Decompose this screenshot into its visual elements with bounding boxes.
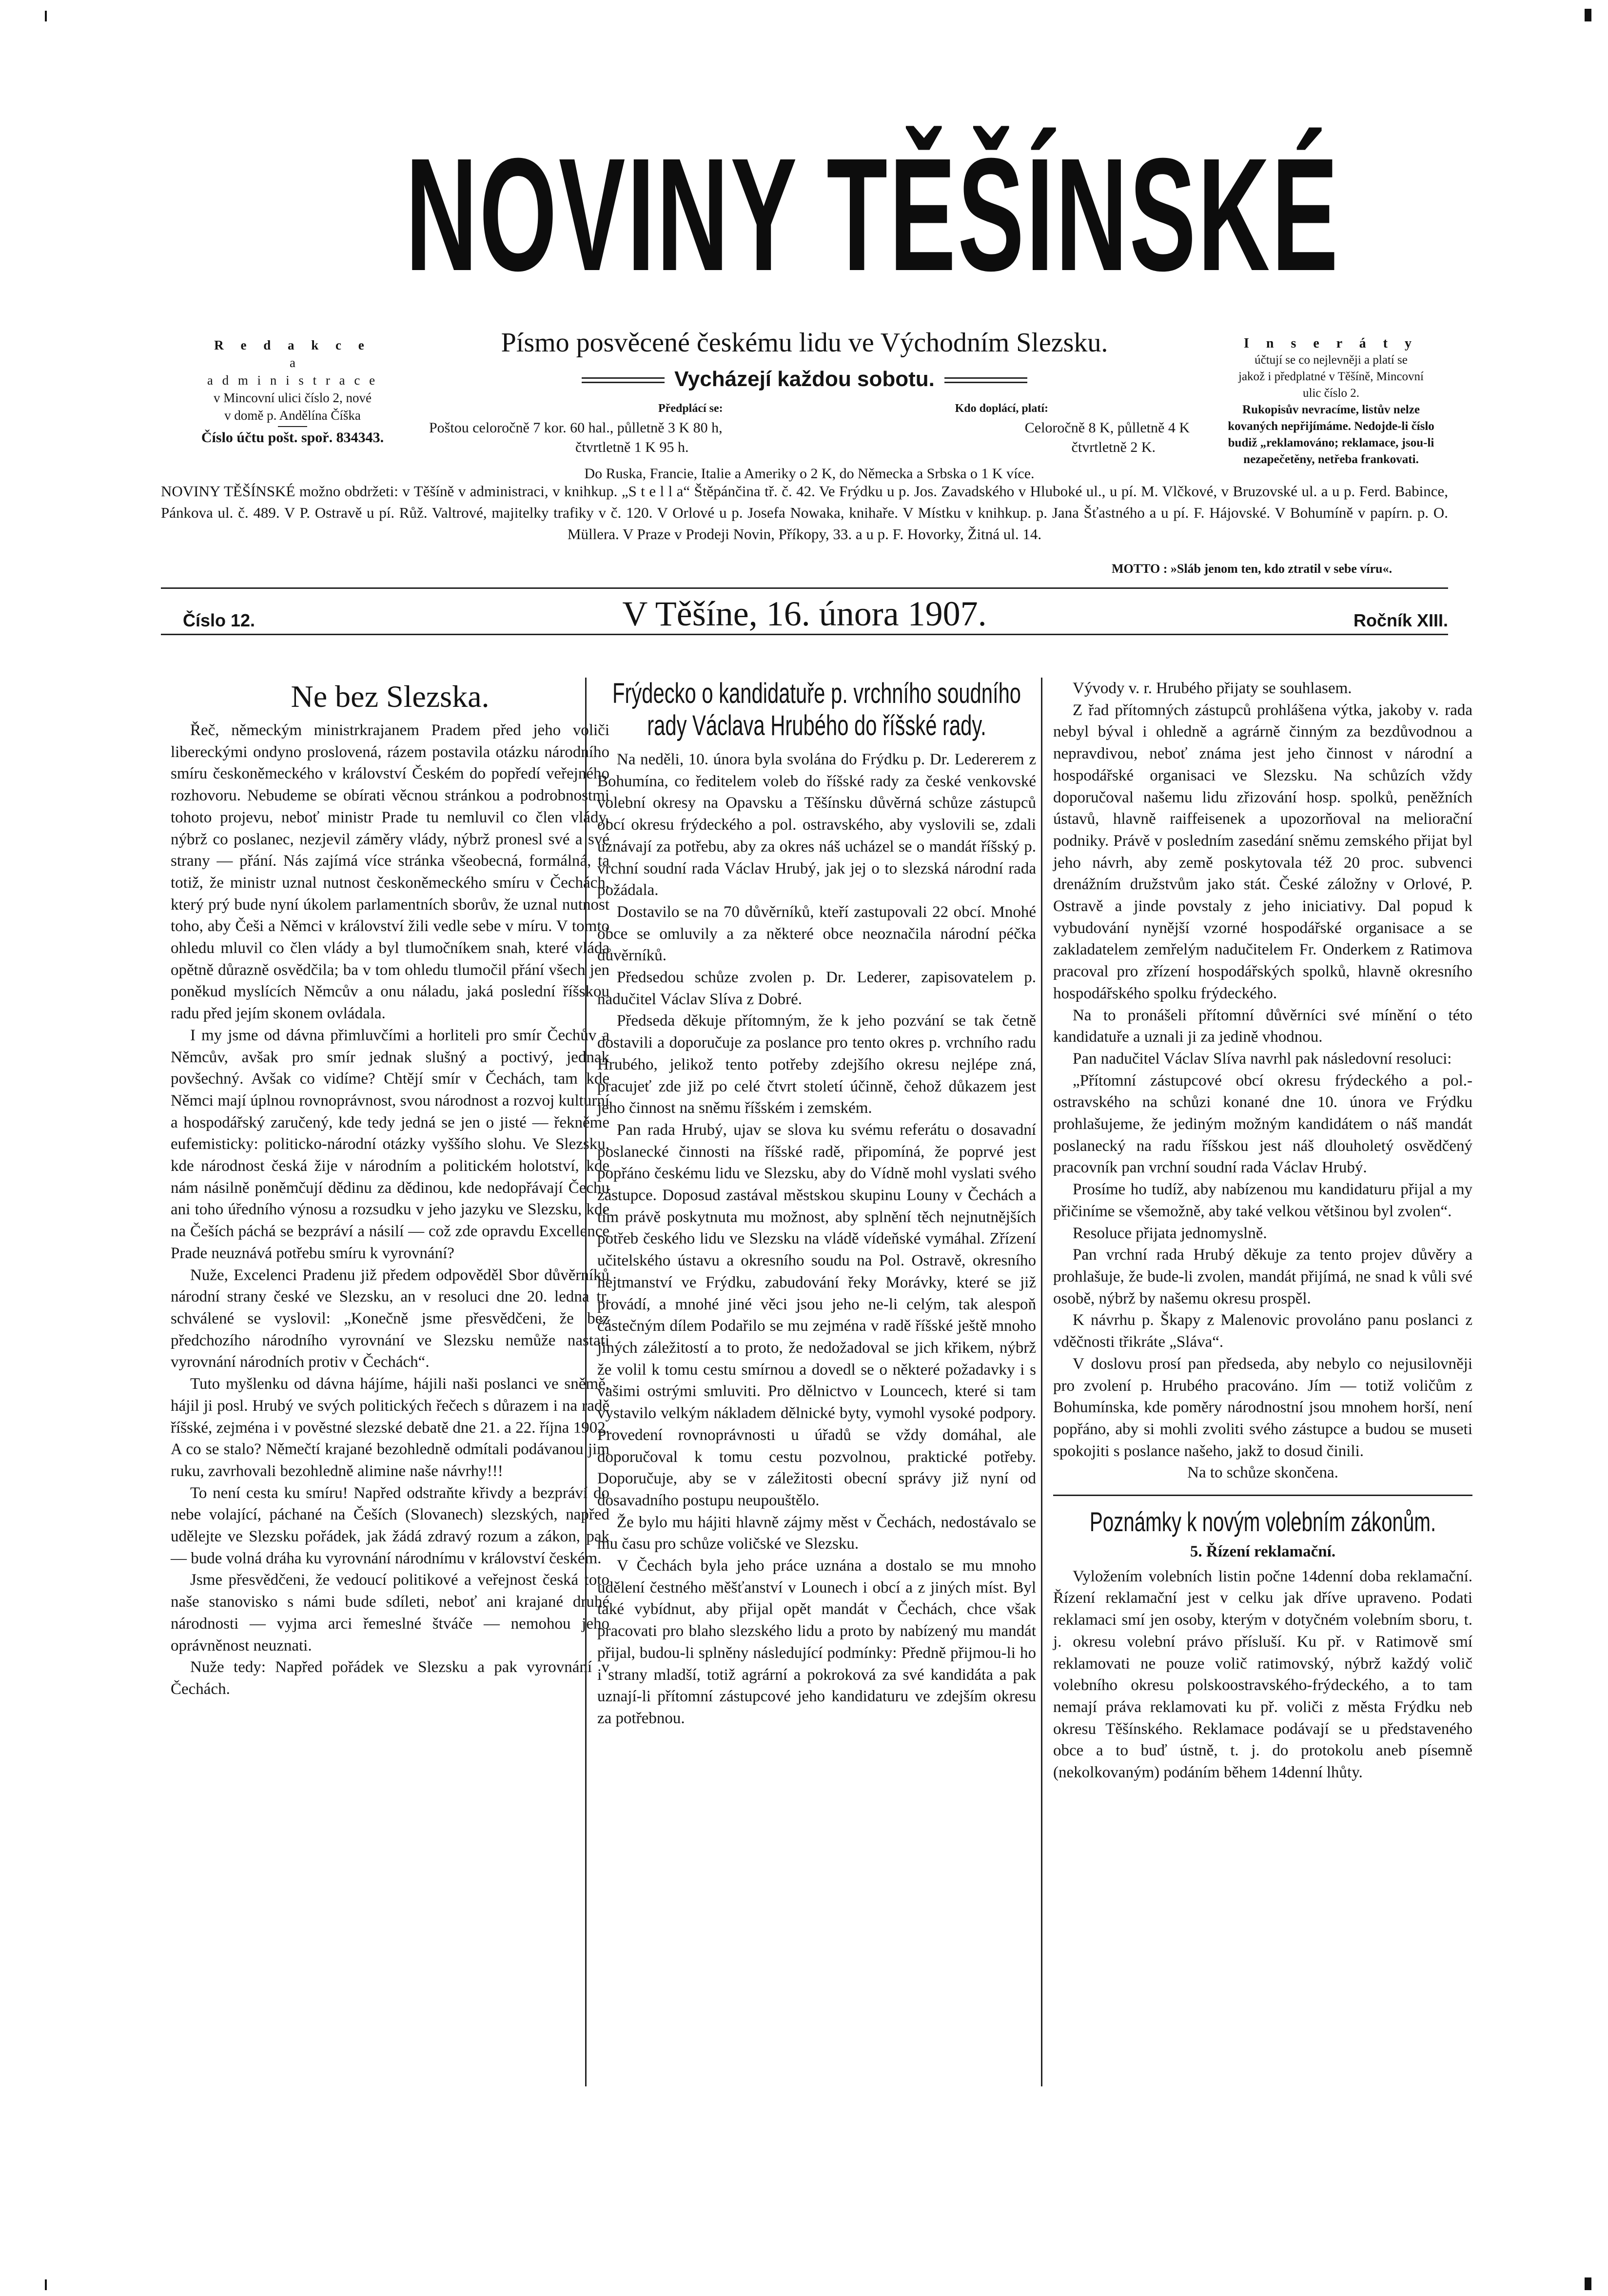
ads-label: I n s e r á t y bbox=[1243, 336, 1419, 351]
crop-mark-top-left bbox=[45, 11, 47, 21]
paragraph: Předsedou schůze zvolen p. Dr. Lederer, zapisovatelem p. nadučitel Václav Slíva z Dobré. bbox=[597, 969, 1036, 1008]
paragraph: K návrhu p. Škapy z Malenovic provoláno panu poslanci z vděčnosti třikráte „Sláva“. bbox=[1053, 1311, 1472, 1351]
ads-line: budiž „reklamováno; reklamace, jsou-li bbox=[1228, 436, 1434, 449]
editorial-line: v domě p. Andělína Číška bbox=[224, 408, 361, 423]
paragraph: Resoluce přijata jednomyslně. bbox=[1073, 1224, 1267, 1242]
issue-date: V Těšíne, 16. února 1907. bbox=[622, 594, 987, 633]
ads-line: ulic číslo 2. bbox=[1303, 387, 1359, 400]
crop-mark-bottom-right bbox=[1585, 2277, 1591, 2290]
article-title: Frýdecko o kandidatuře p. vrchního soudního rady Václava Hrubého do říšské rady. bbox=[612, 678, 1021, 741]
abroad-price: Do Ruska, Francie, Italie a Ameriky o 2 K, do Německa a Srbska o 1 K více. bbox=[584, 466, 1035, 482]
paragraph: Pan nadučitel Václav Slíva navrhl pak následovní resoluci: bbox=[1073, 1050, 1452, 1068]
paragraph: Vývody v. r. Hrubého přijaty se souhlasem. bbox=[1073, 680, 1352, 697]
paragraph: Pan rada Hrubý, ujav se slova ku svému referátu o dosavadní poslanecké činnosti na říšské radě, připomíná, že poprvé jest popřáno českému lidu ve Slezsku, aby do Vídně mohl vyslati svého zástupce. Doposud zastával městskou skupinu Louny v Čechách a tím právě poskytnuta mu možnost, aby splnění těch nejnutnějších potřeb českého lidu ve Slezsku na vládě vídeňské vymáhal. Zřízení učitelského ústavu a okresního soudu na Pol. Ostravě, okresního hejtmanství ve Frýdku, zabudování řeky Morávky, které se již provádí, a mnohé jiné věci jsou jeho ne-li celým, tak alespoň částečným dílem Podařilo se mu zejména v radě říšské ještě mnoho jiných záležitostí a to proto, že nedožadoval se jich křikem, nýbrž že volil k tomu cestu smírnou a dovedl se o některé požadavky i s vašimi ostrými smluviti. Pro dělnictvo v Louncech, které si tam vystavilo velkým nákladem dělnické byty, vymohl vysoké podpory. Provedení rovnoprávnosti u úřadů se vždy domáhal, ale doporučoval k tomu cestu pozvolnou, praktické potřeby. Doporučuje, aby se v záležitosti obecní správy již nyní od dosavadního postupu neupouštělo. bbox=[597, 1121, 1036, 1509]
paragraph: I my jsme od dávna přimluvčími a horliteli pro smír Čechův a Němcův, avšak pro smír jednak slušný a poctivý, jednak povšechný. Avšak co vidíme? Chtějí smír v Čechách, tam kde Němci mají úplnou rovnoprávnost, svou národnost a rozvoj kulturní a hospodářský zaručený, kde tedy jedná se jen o jisté — řekněme eufemisticky: politicko-národní otázky vyššího slohu. Ve Slezsku, kde národnost česká žije v národním a politickém holotství, kde nám násilně poněmčují dědinu za dědinou, kde nedopřávají Čechu ani toho úředního výnosu a rozsudku v jeho jazyku ve Slezsku, kde na Češích páchá se bezpráví a násilí — což zde opravdu Excellence Prade neuznává potřebu smíru k vyrovnání? bbox=[171, 1026, 609, 1262]
paragraph: Vyložením volebních listin počne 14denní doba reklamační. Řízení reklamační jest v celku jak dříve upraveno. Podati reklamaci smí jen osoby, kterým v dotyčném volebním sboru, t. j. okresu volební právo přísluší. Ku př. v Ratimově smí reklamovati ne pouze volič ratimovský, nýbrž každý volič volebního okresu polskoostravského-frýdeckého, a to tam nemají práva reklamovati ku př. voliči z města Frýdku neb okresu Těšínského. Reklamace podávají se u představeného obce a to buď ústně, t. j. do protokolu aneb písemně (nekolkovaným) podáním během 14denní lhůty. bbox=[1053, 1567, 1472, 1782]
frequency-text: Vycházejí každou sobotu. bbox=[674, 367, 935, 391]
paragraph: „Přítomní zástupcové obcí okresu frýdeckého a pol.-ostravského na schůzi konané dne 10. února ve Frýdku prohlašujeme, že jediným možným kandidátem o náš mandát poslanecký na radu říšskou jest náš dlouholetý osvědčený pracovník pan vrchní soudní rada Václav Hrubý. bbox=[1053, 1071, 1472, 1177]
home-price: Celoročně 8 K, půlletně 4 K bbox=[1024, 420, 1190, 436]
prepay-label: Předplácí se: bbox=[658, 402, 723, 415]
paragraph: Řeč, německým ministrkrajanem Pradem před jeho voliči libereckými ondyno proslovená, rázem postavila otázku národního smíru českoněmeckého v království Českém do popředí veřejného rozhovoru. Nebudeme se obírati věcnou stránkou a podrobnostmi tohoto projevu, neboť ministr Prade tu nemluvil co člen vlády, nýbrž co poslanec, nezjevil záměry vlády, nýbrž pronesl své a své strany — přání. Nás zajímá více stránka všeobecná, formálná, ta totiž, že ministr uznal nutnost českoněmeckého smíru v Čechách, který prý bude nyní úkolem parlamentních sborův, že uznal nutnost toho, aby Češi a Němci v království žili vedle sebe v míru. V tomto ohledu mluvil co člen vlády a byl tlumočníkem snah, které vláda opětně důrazně osvědčila; ba v tom ohledu tlumočil přání všech jen poněkud myslících Němcův a onu náladu, jaká poslední říšskou radu před jejím skonem ovládala. bbox=[171, 721, 609, 1023]
paragraph: Předseda děkuje přítomným, že k jeho pozvání se tak četně dostavili a doporučuje za poslance pro tento okres p. vrchního radu Hrubého, jelikož tento potřeby zdejšího okresu nejlépe zná, pracujeť zde již po celé čtvrt století účinně, čehož důkazem jest jeho činnost na sněmu říšském i zemském. bbox=[597, 1012, 1036, 1117]
ads-line: nezapečetěny, netřeba frankovati. bbox=[1243, 453, 1419, 466]
editorial-label: R e d a k c e bbox=[214, 338, 371, 352]
column-divider bbox=[1041, 678, 1042, 2086]
section-subtitle: 5. Řízení reklamační. bbox=[1190, 1543, 1336, 1561]
paragraph: Jsme přesvědčeni, že vedoucí politikové a veřejnost česká toto naše stanovisko s námi bude sdíleti, neboť ani krajané druhé národnosti — vyjma arci řemeslné štváče — nemohou jeho oprávněnost neuznati. bbox=[171, 1571, 609, 1654]
home-label: Kdo doplácí, platí: bbox=[955, 402, 1048, 415]
postal-account: Číslo účtu pošt. spoř. 834343. bbox=[201, 429, 384, 446]
ads-line: jakož i předplatné v Těšíně, Mincovní bbox=[1238, 370, 1424, 383]
article-ne-bez-slezska bbox=[171, 678, 609, 1700]
paragraph: Nuže, Excelenci Pradenu již předem odpověděl Sbor důvěrníků národní strany české ve Slezsku, an v resoluci dne 20. ledna tr. schválené se vyslovil: „Konečně jsme přesvědčeni, že bez předchozího národního vyrovnání ve Slezsku nemůže nastati vyrovnání národních protiv v Čechách“. bbox=[171, 1266, 609, 1371]
editorial-line: v Mincovní ulici číslo 2, nové bbox=[214, 390, 372, 405]
post-quarter: čtvrtletně 1 K 95 h. bbox=[575, 439, 689, 455]
post-price: Poštou celoročně 7 kor. 60 hal., půlletně 3 K 80 h, bbox=[429, 420, 723, 436]
column-divider bbox=[585, 678, 587, 2086]
section-title: Poznámky k novým volebním zákonům. bbox=[1089, 1506, 1436, 1537]
ornament-rule bbox=[582, 377, 665, 383]
tagline: Písmo posvěcené českému lidu ve Východním Slezsku. bbox=[501, 328, 1108, 358]
paragraph: Prosíme ho tudíž, aby nabízenou mu kandidaturu přijal a my přičiníme se všemožně, aby také velkou většinou byl zvolen“. bbox=[1053, 1181, 1472, 1220]
ornament-rule bbox=[944, 377, 1027, 383]
paragraph: Pan vrchní rada Hrubý děkuje za tento projev důvěry a prohlašuje, že bude-li zvolen, mandát přijímá, ne snad k vůli své osobě, nýbrž by našemu okresu prospěl. bbox=[1053, 1246, 1472, 1307]
editorial-office-info bbox=[156, 336, 429, 447]
ads-line: účtují se co nejlevněji a platí se bbox=[1255, 353, 1408, 367]
paragraph: Z řad přítomných zástupců prohlášena výtka, jakoby v. rada nebyl býval i ohledně a agrárně činným za bezdůvodnou a nepravdivou, neboť známa jest jeho činnost v národní a hospodářské organisaci ve Slezsku. Na schůzích vždy doporučoval našemu lidu zřizování hosp. spolků, peněžních ústavů, hlavně raiffeisenek a upozorňoval na meliorační podniky. Právě v posledním zasedání sněmu zemského přijat byl jeho návrh, aby země poskytovala též 20 proc. subvenci drenážním družstvům jako stát. České záložny v Orlové, P. Ostravě a jinde povstaly z jeho iniciativy. Dal popud k vybudování nynější vzorné hospodářské organisace a se zakladatelem zemřelým nadučitelem Fr. Onderkem z Ratimova pracoval pro zřízení hospodářských spolků, hlavně okresního hospodářského spolku frýdeckého. bbox=[1053, 701, 1472, 1002]
issue-number: Číslo 12. bbox=[183, 610, 255, 630]
paragraph: Tuto myšlenku od dávna hájíme, hájili naši poslanci ve sněmě, hájil ji posl. Hrubý ve svých politických řečech s důrazem i na radě říšské, zejména i v pověstné slezské debatě dne 21. a 22. října 1902. A co se stalo? Němečtí krajané bezohledně odmítali podávanou jim ruku, zavrhovali bezohledně alimine naše návrhy!!! bbox=[171, 1375, 609, 1480]
ads-line: kovaných nepřijímáme. Nedojde-li číslo bbox=[1228, 420, 1434, 433]
article-title: Ne bez Slezska. bbox=[291, 679, 490, 714]
crop-mark-bottom-left bbox=[45, 2279, 47, 2290]
dateline bbox=[161, 590, 1448, 634]
paragraph: Že bylo mu hájiti hlavně zájmy měst v Čechách, nedostávalo se mu času pro schůze voličské ve Slezsku. bbox=[597, 1513, 1036, 1553]
volume-number: Ročník XIII. bbox=[1353, 610, 1448, 630]
paragraph: To není cesta ku smíru! Napřed odstraňte křivdy a bezpráví do nebe volající, páchané na Češích (Slovanech) slezských, napřed udělejte ve Slezsku pořádek, jak žádá zdravý rozum a zákon, pak — bude volná dráha ku vyrovnání národnímu v království českém. bbox=[171, 1484, 609, 1567]
paragraph: Nuže tedy: Napřed pořádek ve Slezsku a pak vyrovnání v Čechách. bbox=[171, 1658, 609, 1698]
article-continuation bbox=[1053, 678, 1472, 1784]
paragraph: Na to schůze skončena. bbox=[1187, 1464, 1338, 1482]
article-frydecko bbox=[597, 678, 1036, 1730]
editorial-line: a d m i n i s t r a c e bbox=[207, 373, 378, 388]
paragraph: V doslovu prosí pan předseda, aby nebylo co nejusilovněji pro zvolení p. Hrubého pracováno. Jím — totiž voličům z Bohumínska, kde poměry národnostní jsou mnohem horší, není popřáno, aby si mohli zvoliti svého zástupce a budou se museti spokojiti s poslance našeho, jakž to dosud činili. bbox=[1053, 1355, 1472, 1460]
section-rule bbox=[1053, 1495, 1472, 1496]
header-rule bbox=[161, 587, 1448, 589]
subscription-prices bbox=[429, 399, 1190, 484]
home-quarter: čtvrtletně 2 K. bbox=[1071, 439, 1156, 455]
paragraph: V Čechách byla jeho práce uznána a dostalo se mu mnoho udělení čestného měšťanství v Lounech i obcí a z jiných míst. Byl také vybídnut, aby přijal opět mandát v Čechách, chce však pracovati pro blaho slezského lidu a proto by nabízený mu mandát přijal, budou-li splněny následující podmínky: Předně přijmou-li ho i strany mladší, totiž agrární a pokroková za své kandidáta a pak uznají-li přítomní zástupcové jeho kandidaturu ve zdejším okresu za potřebnou. bbox=[597, 1557, 1036, 1727]
crop-mark-top-right bbox=[1585, 9, 1591, 21]
advertising-info bbox=[1185, 335, 1477, 468]
masthead-title: NOVINY TĚŠÍNSKÉ bbox=[405, 124, 1340, 304]
distribution-points: NOVINY TĚŠÍNSKÉ možno obdržeti: v Těšíně v administraci, v knihkup. „S t e l l a“ Štěpánčina tř. č. 42. Ve Frýdku u p. Jos. Zavadského v Hluboké ul., u pí. M. Vlčkové, v Bruzovské ul. a u p. Ferd. Babince, Pánkova ul. č. 489. V P. Ostravě u pí. Růž. Valtrové, majitelky trafiky v č. 120. V Orlové u p. Josefa Nowaka, knihaře. V Místku v knihkup. p. Jana Šťastného a u pí. F. Hájovské. V Bohumíně v papírn. p. O. Müllera. V Praze v Prodeji Novin, Příkopy, 33. a u p. F. Hovorky, Žitná ul. 14. bbox=[161, 483, 1448, 543]
dateline-rule bbox=[161, 634, 1448, 635]
paragraph: Na to pronášeli přítomní důvěrníci své mínění o této kandidatuře a uznali ji za jedině vhodnou. bbox=[1053, 1006, 1472, 1046]
ads-line: Rukopisův nevracíme, listův nelze bbox=[1242, 403, 1420, 416]
motto: MOTTO : »Sláb jenom ten, kdo ztratil v sebe víru«. bbox=[1112, 562, 1392, 576]
publication-frequency bbox=[488, 366, 1121, 393]
editorial-line: a bbox=[290, 355, 295, 370]
divider bbox=[278, 426, 307, 427]
paragraph: Dostavilo se na 70 důvěrníků, kteří zastupovali 22 obcí. Mnohé obce se omluvily a za některé obce neoznačila národní péčka důvěrníků. bbox=[597, 903, 1036, 965]
paragraph: Na neděli, 10. února byla svolána do Frýdku p. Dr. Ledererem z Bohumína, co ředitelem voleb do říšské rady za české venkovské volební okresy na Opavsku a Těšínsku důvěrná schůze zástupců obcí okresu frýdeckého a pol. ostravského, aby vyslovili se, zdali uznávají za potřebu, aby za okres náš ucházel se o mandát říšský p. vrchní soudní rada Václav Hrubý, jak jej o to slezská národní rada požádala. bbox=[597, 751, 1036, 899]
